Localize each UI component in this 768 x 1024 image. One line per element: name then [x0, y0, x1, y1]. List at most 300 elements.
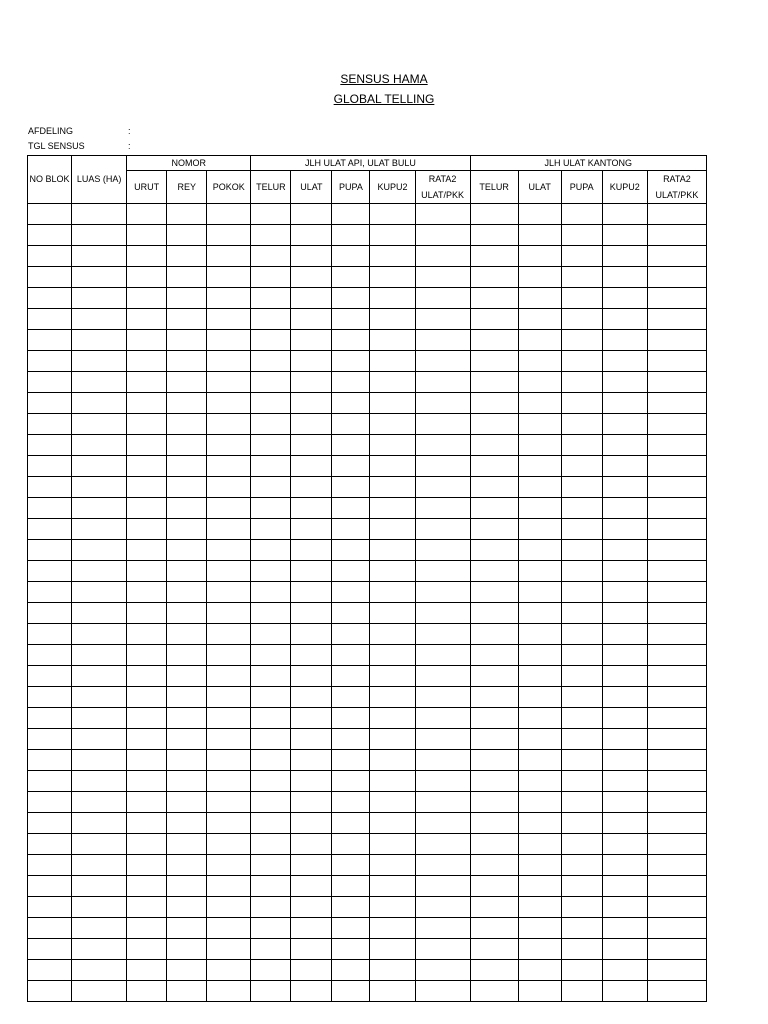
table-cell[interactable]	[72, 603, 127, 624]
table-cell[interactable]	[28, 834, 72, 855]
table-cell[interactable]	[518, 456, 561, 477]
table-cell[interactable]	[415, 372, 470, 393]
table-cell[interactable]	[518, 624, 561, 645]
table-cell[interactable]	[561, 372, 602, 393]
table-cell[interactable]	[470, 309, 518, 330]
table-cell[interactable]	[470, 414, 518, 435]
table-cell[interactable]	[332, 792, 370, 813]
table-cell[interactable]	[602, 393, 647, 414]
table-cell[interactable]	[415, 561, 470, 582]
table-cell[interactable]	[167, 288, 207, 309]
table-cell[interactable]	[647, 855, 706, 876]
table-cell[interactable]	[561, 813, 602, 834]
table-cell[interactable]	[167, 498, 207, 519]
table-cell[interactable]	[647, 372, 706, 393]
table-cell[interactable]	[291, 540, 332, 561]
table-cell[interactable]	[518, 204, 561, 225]
table-cell[interactable]	[207, 834, 251, 855]
table-cell[interactable]	[470, 561, 518, 582]
table-cell[interactable]	[291, 729, 332, 750]
table-cell[interactable]	[518, 981, 561, 1002]
table-cell[interactable]	[28, 267, 72, 288]
table-cell[interactable]	[167, 960, 207, 981]
table-cell[interactable]	[518, 603, 561, 624]
table-cell[interactable]	[602, 855, 647, 876]
table-cell[interactable]	[72, 645, 127, 666]
table-cell[interactable]	[332, 918, 370, 939]
table-cell[interactable]	[647, 645, 706, 666]
table-cell[interactable]	[370, 456, 415, 477]
table-cell[interactable]	[518, 267, 561, 288]
table-cell[interactable]	[332, 729, 370, 750]
table-cell[interactable]	[561, 351, 602, 372]
table-cell[interactable]	[602, 645, 647, 666]
table-cell[interactable]	[167, 309, 207, 330]
table-cell[interactable]	[602, 330, 647, 351]
table-cell[interactable]	[518, 309, 561, 330]
table-cell[interactable]	[470, 582, 518, 603]
table-cell[interactable]	[167, 435, 207, 456]
table-cell[interactable]	[470, 288, 518, 309]
table-cell[interactable]	[415, 330, 470, 351]
table-cell[interactable]	[332, 624, 370, 645]
table-cell[interactable]	[602, 204, 647, 225]
table-cell[interactable]	[470, 246, 518, 267]
table-cell[interactable]	[647, 708, 706, 729]
table-cell[interactable]	[647, 603, 706, 624]
table-cell[interactable]	[332, 897, 370, 918]
table-cell[interactable]	[647, 771, 706, 792]
table-cell[interactable]	[28, 351, 72, 372]
table-cell[interactable]	[127, 414, 167, 435]
table-cell[interactable]	[127, 330, 167, 351]
table-cell[interactable]	[518, 246, 561, 267]
table-cell[interactable]	[470, 330, 518, 351]
table-cell[interactable]	[291, 582, 332, 603]
table-cell[interactable]	[518, 708, 561, 729]
table-cell[interactable]	[415, 813, 470, 834]
table-cell[interactable]	[28, 372, 72, 393]
table-cell[interactable]	[72, 351, 127, 372]
table-cell[interactable]	[602, 813, 647, 834]
table-cell[interactable]	[415, 750, 470, 771]
table-cell[interactable]	[167, 267, 207, 288]
table-cell[interactable]	[370, 666, 415, 687]
table-cell[interactable]	[415, 246, 470, 267]
table-cell[interactable]	[291, 666, 332, 687]
table-cell[interactable]	[251, 603, 291, 624]
table-cell[interactable]	[207, 960, 251, 981]
table-cell[interactable]	[602, 351, 647, 372]
table-cell[interactable]	[127, 519, 167, 540]
table-cell[interactable]	[370, 288, 415, 309]
table-cell[interactable]	[251, 960, 291, 981]
table-cell[interactable]	[28, 918, 72, 939]
table-cell[interactable]	[291, 708, 332, 729]
table-cell[interactable]	[415, 960, 470, 981]
table-cell[interactable]	[167, 246, 207, 267]
table-cell[interactable]	[561, 393, 602, 414]
table-cell[interactable]	[251, 708, 291, 729]
table-cell[interactable]	[251, 204, 291, 225]
table-cell[interactable]	[602, 225, 647, 246]
table-cell[interactable]	[127, 939, 167, 960]
table-cell[interactable]	[167, 372, 207, 393]
table-cell[interactable]	[561, 519, 602, 540]
table-cell[interactable]	[332, 393, 370, 414]
table-cell[interactable]	[647, 792, 706, 813]
table-cell[interactable]	[251, 267, 291, 288]
table-cell[interactable]	[647, 687, 706, 708]
table-cell[interactable]	[415, 897, 470, 918]
table-cell[interactable]	[167, 729, 207, 750]
table-cell[interactable]	[167, 603, 207, 624]
table-cell[interactable]	[602, 414, 647, 435]
table-cell[interactable]	[167, 876, 207, 897]
table-cell[interactable]	[251, 918, 291, 939]
table-cell[interactable]	[251, 477, 291, 498]
table-cell[interactable]	[127, 204, 167, 225]
table-cell[interactable]	[72, 771, 127, 792]
table-cell[interactable]	[518, 498, 561, 519]
table-cell[interactable]	[28, 603, 72, 624]
table-cell[interactable]	[207, 519, 251, 540]
table-cell[interactable]	[127, 834, 167, 855]
table-cell[interactable]	[127, 918, 167, 939]
table-cell[interactable]	[518, 855, 561, 876]
table-cell[interactable]	[28, 456, 72, 477]
table-cell[interactable]	[72, 939, 127, 960]
table-cell[interactable]	[415, 435, 470, 456]
table-cell[interactable]	[28, 435, 72, 456]
table-cell[interactable]	[167, 687, 207, 708]
table-cell[interactable]	[251, 813, 291, 834]
table-cell[interactable]	[127, 246, 167, 267]
table-cell[interactable]	[370, 477, 415, 498]
table-cell[interactable]	[370, 918, 415, 939]
table-cell[interactable]	[602, 771, 647, 792]
table-cell[interactable]	[251, 561, 291, 582]
table-cell[interactable]	[647, 960, 706, 981]
table-cell[interactable]	[127, 750, 167, 771]
table-cell[interactable]	[602, 666, 647, 687]
table-cell[interactable]	[370, 981, 415, 1002]
table-cell[interactable]	[561, 561, 602, 582]
table-cell[interactable]	[127, 309, 167, 330]
table-cell[interactable]	[518, 897, 561, 918]
table-cell[interactable]	[415, 414, 470, 435]
table-cell[interactable]	[167, 939, 207, 960]
table-cell[interactable]	[28, 246, 72, 267]
table-cell[interactable]	[207, 729, 251, 750]
table-cell[interactable]	[207, 918, 251, 939]
table-cell[interactable]	[72, 498, 127, 519]
table-cell[interactable]	[332, 813, 370, 834]
table-cell[interactable]	[251, 582, 291, 603]
table-cell[interactable]	[291, 372, 332, 393]
table-cell[interactable]	[561, 855, 602, 876]
table-cell[interactable]	[167, 624, 207, 645]
table-cell[interactable]	[561, 477, 602, 498]
table-cell[interactable]	[470, 876, 518, 897]
table-cell[interactable]	[167, 918, 207, 939]
table-cell[interactable]	[207, 939, 251, 960]
table-cell[interactable]	[28, 204, 72, 225]
table-cell[interactable]	[167, 897, 207, 918]
table-cell[interactable]	[518, 540, 561, 561]
table-cell[interactable]	[518, 288, 561, 309]
table-cell[interactable]	[518, 372, 561, 393]
table-cell[interactable]	[647, 624, 706, 645]
table-cell[interactable]	[518, 582, 561, 603]
table-cell[interactable]	[207, 351, 251, 372]
table-cell[interactable]	[291, 435, 332, 456]
table-cell[interactable]	[602, 288, 647, 309]
table-cell[interactable]	[291, 960, 332, 981]
table-cell[interactable]	[167, 330, 207, 351]
table-cell[interactable]	[518, 666, 561, 687]
table-cell[interactable]	[370, 225, 415, 246]
table-cell[interactable]	[127, 897, 167, 918]
table-cell[interactable]	[207, 666, 251, 687]
table-cell[interactable]	[72, 960, 127, 981]
table-cell[interactable]	[207, 561, 251, 582]
table-cell[interactable]	[127, 477, 167, 498]
table-cell[interactable]	[647, 330, 706, 351]
table-cell[interactable]	[332, 456, 370, 477]
table-cell[interactable]	[251, 288, 291, 309]
table-cell[interactable]	[332, 960, 370, 981]
table-cell[interactable]	[167, 708, 207, 729]
table-cell[interactable]	[602, 582, 647, 603]
table-cell[interactable]	[561, 498, 602, 519]
table-cell[interactable]	[647, 204, 706, 225]
table-cell[interactable]	[72, 540, 127, 561]
table-cell[interactable]	[561, 204, 602, 225]
table-cell[interactable]	[127, 561, 167, 582]
table-cell[interactable]	[167, 414, 207, 435]
table-cell[interactable]	[291, 393, 332, 414]
table-cell[interactable]	[470, 477, 518, 498]
table-cell[interactable]	[370, 834, 415, 855]
table-cell[interactable]	[415, 603, 470, 624]
table-cell[interactable]	[370, 393, 415, 414]
table-cell[interactable]	[72, 414, 127, 435]
table-cell[interactable]	[470, 624, 518, 645]
table-cell[interactable]	[291, 624, 332, 645]
table-cell[interactable]	[415, 309, 470, 330]
table-cell[interactable]	[28, 519, 72, 540]
table-cell[interactable]	[167, 645, 207, 666]
table-cell[interactable]	[518, 918, 561, 939]
table-cell[interactable]	[72, 792, 127, 813]
table-cell[interactable]	[332, 708, 370, 729]
table-cell[interactable]	[28, 666, 72, 687]
table-cell[interactable]	[291, 771, 332, 792]
table-cell[interactable]	[167, 981, 207, 1002]
table-cell[interactable]	[370, 624, 415, 645]
table-cell[interactable]	[415, 918, 470, 939]
table-cell[interactable]	[561, 330, 602, 351]
table-cell[interactable]	[647, 246, 706, 267]
table-cell[interactable]	[72, 582, 127, 603]
table-cell[interactable]	[561, 540, 602, 561]
table-cell[interactable]	[470, 771, 518, 792]
table-cell[interactable]	[72, 477, 127, 498]
table-cell[interactable]	[561, 435, 602, 456]
table-cell[interactable]	[207, 540, 251, 561]
table-cell[interactable]	[647, 897, 706, 918]
table-cell[interactable]	[251, 498, 291, 519]
table-cell[interactable]	[518, 330, 561, 351]
table-cell[interactable]	[561, 792, 602, 813]
table-cell[interactable]	[647, 750, 706, 771]
table-cell[interactable]	[28, 288, 72, 309]
table-cell[interactable]	[291, 246, 332, 267]
table-cell[interactable]	[332, 981, 370, 1002]
table-cell[interactable]	[28, 498, 72, 519]
table-cell[interactable]	[561, 771, 602, 792]
table-cell[interactable]	[470, 519, 518, 540]
table-cell[interactable]	[72, 267, 127, 288]
table-cell[interactable]	[518, 645, 561, 666]
table-cell[interactable]	[291, 225, 332, 246]
table-cell[interactable]	[332, 204, 370, 225]
table-cell[interactable]	[72, 855, 127, 876]
table-cell[interactable]	[415, 477, 470, 498]
table-cell[interactable]	[332, 309, 370, 330]
table-cell[interactable]	[602, 960, 647, 981]
table-cell[interactable]	[251, 330, 291, 351]
table-cell[interactable]	[207, 876, 251, 897]
table-cell[interactable]	[602, 519, 647, 540]
table-cell[interactable]	[127, 393, 167, 414]
table-cell[interactable]	[561, 645, 602, 666]
table-cell[interactable]	[28, 477, 72, 498]
table-cell[interactable]	[415, 876, 470, 897]
table-cell[interactable]	[602, 477, 647, 498]
table-cell[interactable]	[602, 540, 647, 561]
table-cell[interactable]	[127, 729, 167, 750]
table-cell[interactable]	[207, 981, 251, 1002]
table-cell[interactable]	[602, 876, 647, 897]
table-cell[interactable]	[332, 267, 370, 288]
table-cell[interactable]	[291, 456, 332, 477]
table-cell[interactable]	[207, 267, 251, 288]
table-cell[interactable]	[291, 834, 332, 855]
table-cell[interactable]	[167, 582, 207, 603]
table-cell[interactable]	[28, 561, 72, 582]
table-cell[interactable]	[332, 855, 370, 876]
table-cell[interactable]	[167, 477, 207, 498]
table-cell[interactable]	[415, 582, 470, 603]
table-cell[interactable]	[167, 393, 207, 414]
table-cell[interactable]	[127, 351, 167, 372]
table-cell[interactable]	[127, 666, 167, 687]
table-cell[interactable]	[415, 708, 470, 729]
table-cell[interactable]	[291, 918, 332, 939]
table-cell[interactable]	[291, 477, 332, 498]
table-cell[interactable]	[207, 813, 251, 834]
table-cell[interactable]	[415, 729, 470, 750]
table-cell[interactable]	[332, 225, 370, 246]
table-cell[interactable]	[647, 876, 706, 897]
table-cell[interactable]	[207, 582, 251, 603]
table-cell[interactable]	[251, 246, 291, 267]
table-cell[interactable]	[602, 897, 647, 918]
table-cell[interactable]	[127, 498, 167, 519]
table-cell[interactable]	[561, 960, 602, 981]
table-cell[interactable]	[415, 624, 470, 645]
table-cell[interactable]	[332, 582, 370, 603]
table-cell[interactable]	[72, 288, 127, 309]
table-cell[interactable]	[72, 435, 127, 456]
table-cell[interactable]	[602, 309, 647, 330]
table-cell[interactable]	[470, 393, 518, 414]
table-cell[interactable]	[127, 372, 167, 393]
table-cell[interactable]	[207, 897, 251, 918]
table-cell[interactable]	[28, 981, 72, 1002]
table-cell[interactable]	[647, 561, 706, 582]
table-cell[interactable]	[28, 939, 72, 960]
table-cell[interactable]	[127, 225, 167, 246]
table-cell[interactable]	[291, 351, 332, 372]
table-cell[interactable]	[127, 876, 167, 897]
table-cell[interactable]	[470, 225, 518, 246]
table-cell[interactable]	[167, 456, 207, 477]
table-cell[interactable]	[370, 792, 415, 813]
table-cell[interactable]	[370, 939, 415, 960]
table-cell[interactable]	[647, 666, 706, 687]
table-cell[interactable]	[127, 855, 167, 876]
table-cell[interactable]	[518, 876, 561, 897]
table-cell[interactable]	[518, 834, 561, 855]
table-cell[interactable]	[561, 414, 602, 435]
table-cell[interactable]	[72, 729, 127, 750]
table-cell[interactable]	[332, 687, 370, 708]
table-cell[interactable]	[415, 204, 470, 225]
table-cell[interactable]	[518, 477, 561, 498]
table-cell[interactable]	[470, 855, 518, 876]
table-cell[interactable]	[561, 729, 602, 750]
table-cell[interactable]	[251, 729, 291, 750]
table-cell[interactable]	[207, 645, 251, 666]
table-cell[interactable]	[415, 687, 470, 708]
table-cell[interactable]	[167, 771, 207, 792]
table-cell[interactable]	[370, 687, 415, 708]
table-cell[interactable]	[167, 351, 207, 372]
table-cell[interactable]	[602, 624, 647, 645]
table-cell[interactable]	[251, 519, 291, 540]
table-cell[interactable]	[127, 456, 167, 477]
table-cell[interactable]	[251, 792, 291, 813]
table-cell[interactable]	[291, 267, 332, 288]
table-cell[interactable]	[332, 288, 370, 309]
table-cell[interactable]	[332, 414, 370, 435]
table-cell[interactable]	[28, 771, 72, 792]
table-cell[interactable]	[167, 561, 207, 582]
table-cell[interactable]	[28, 708, 72, 729]
table-cell[interactable]	[602, 435, 647, 456]
table-cell[interactable]	[415, 540, 470, 561]
table-cell[interactable]	[332, 939, 370, 960]
table-cell[interactable]	[602, 246, 647, 267]
table-cell[interactable]	[207, 393, 251, 414]
table-cell[interactable]	[28, 960, 72, 981]
table-cell[interactable]	[291, 498, 332, 519]
table-cell[interactable]	[127, 435, 167, 456]
table-cell[interactable]	[647, 435, 706, 456]
